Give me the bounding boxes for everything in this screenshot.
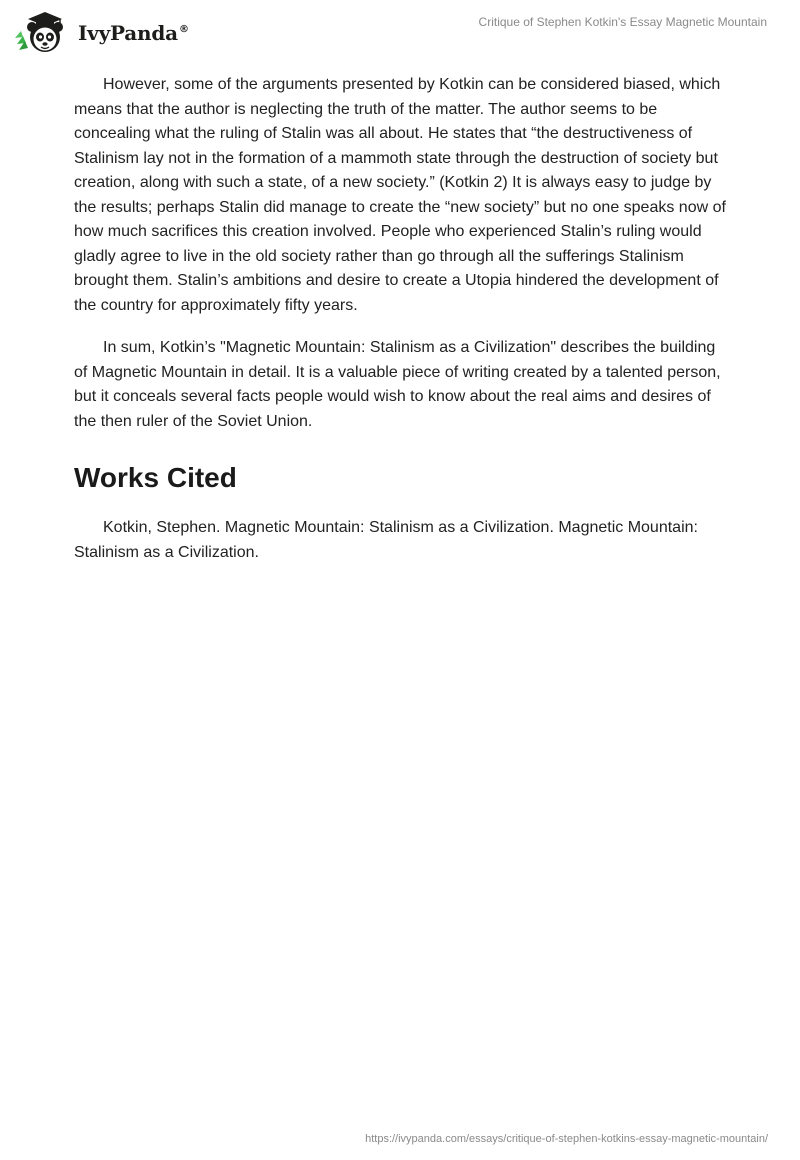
ivypanda-logo[interactable] [14, 8, 189, 56]
works-cited-heading: Works Cited [74, 462, 237, 493]
source-url[interactable]: https://ivypanda.com/essays/critique-of-stephen-kotkins-essay-magnetic-mountain/ [365, 1133, 768, 1145]
body-paragraph: However, some of the arguments presented by Kotkin can be considered biased, which means that the author is neglecting the truth of the matter. The author seems to be concealing what the ruling of Stalin was all about. He states that “the destructiveness of Stalinism lay not in the formation of a mammoth state through the destruction of society but creation, along with such a state, of a new society.” (Kotkin 2) It is always easy to judge by the results; perhaps Stalin did manage to create the “new society” but no one speaks now of how much sacrifices this creation involved. People who experienced Stalin’s ruling would gladly agree to live in the old society rather than go through all the sufferings Stalinism brought them. Stalin’s ambitions and desire to create a Utopia hindered the development of the country for approximately fifty years. [74, 76, 726, 314]
essay-content [74, 73, 730, 583]
brand-name: IvyPanda® [78, 21, 189, 45]
registered-mark: ® [178, 24, 189, 36]
body-paragraph: In sum, Kotkin’s "Magnetic Mountain: Stalinism as a Civilization" describes the building of Magnetic Mountain in detail. It is a valuable piece of writing created by a talented person, but it conceals several facts people would wish to know about the real aims and desires of the then ruler of the Soviet Union. [74, 339, 721, 430]
panda-graduate-icon [14, 8, 74, 56]
page-header [0, 0, 800, 64]
citation-entry: Kotkin, Stephen. Magnetic Mountain: Stalinism as a Civilization. Magnetic Mountain: Stalinism as a Civilization. [74, 519, 698, 561]
document-title: Critique of Stephen Kotkin's Essay Magnetic Mountain [478, 15, 767, 29]
